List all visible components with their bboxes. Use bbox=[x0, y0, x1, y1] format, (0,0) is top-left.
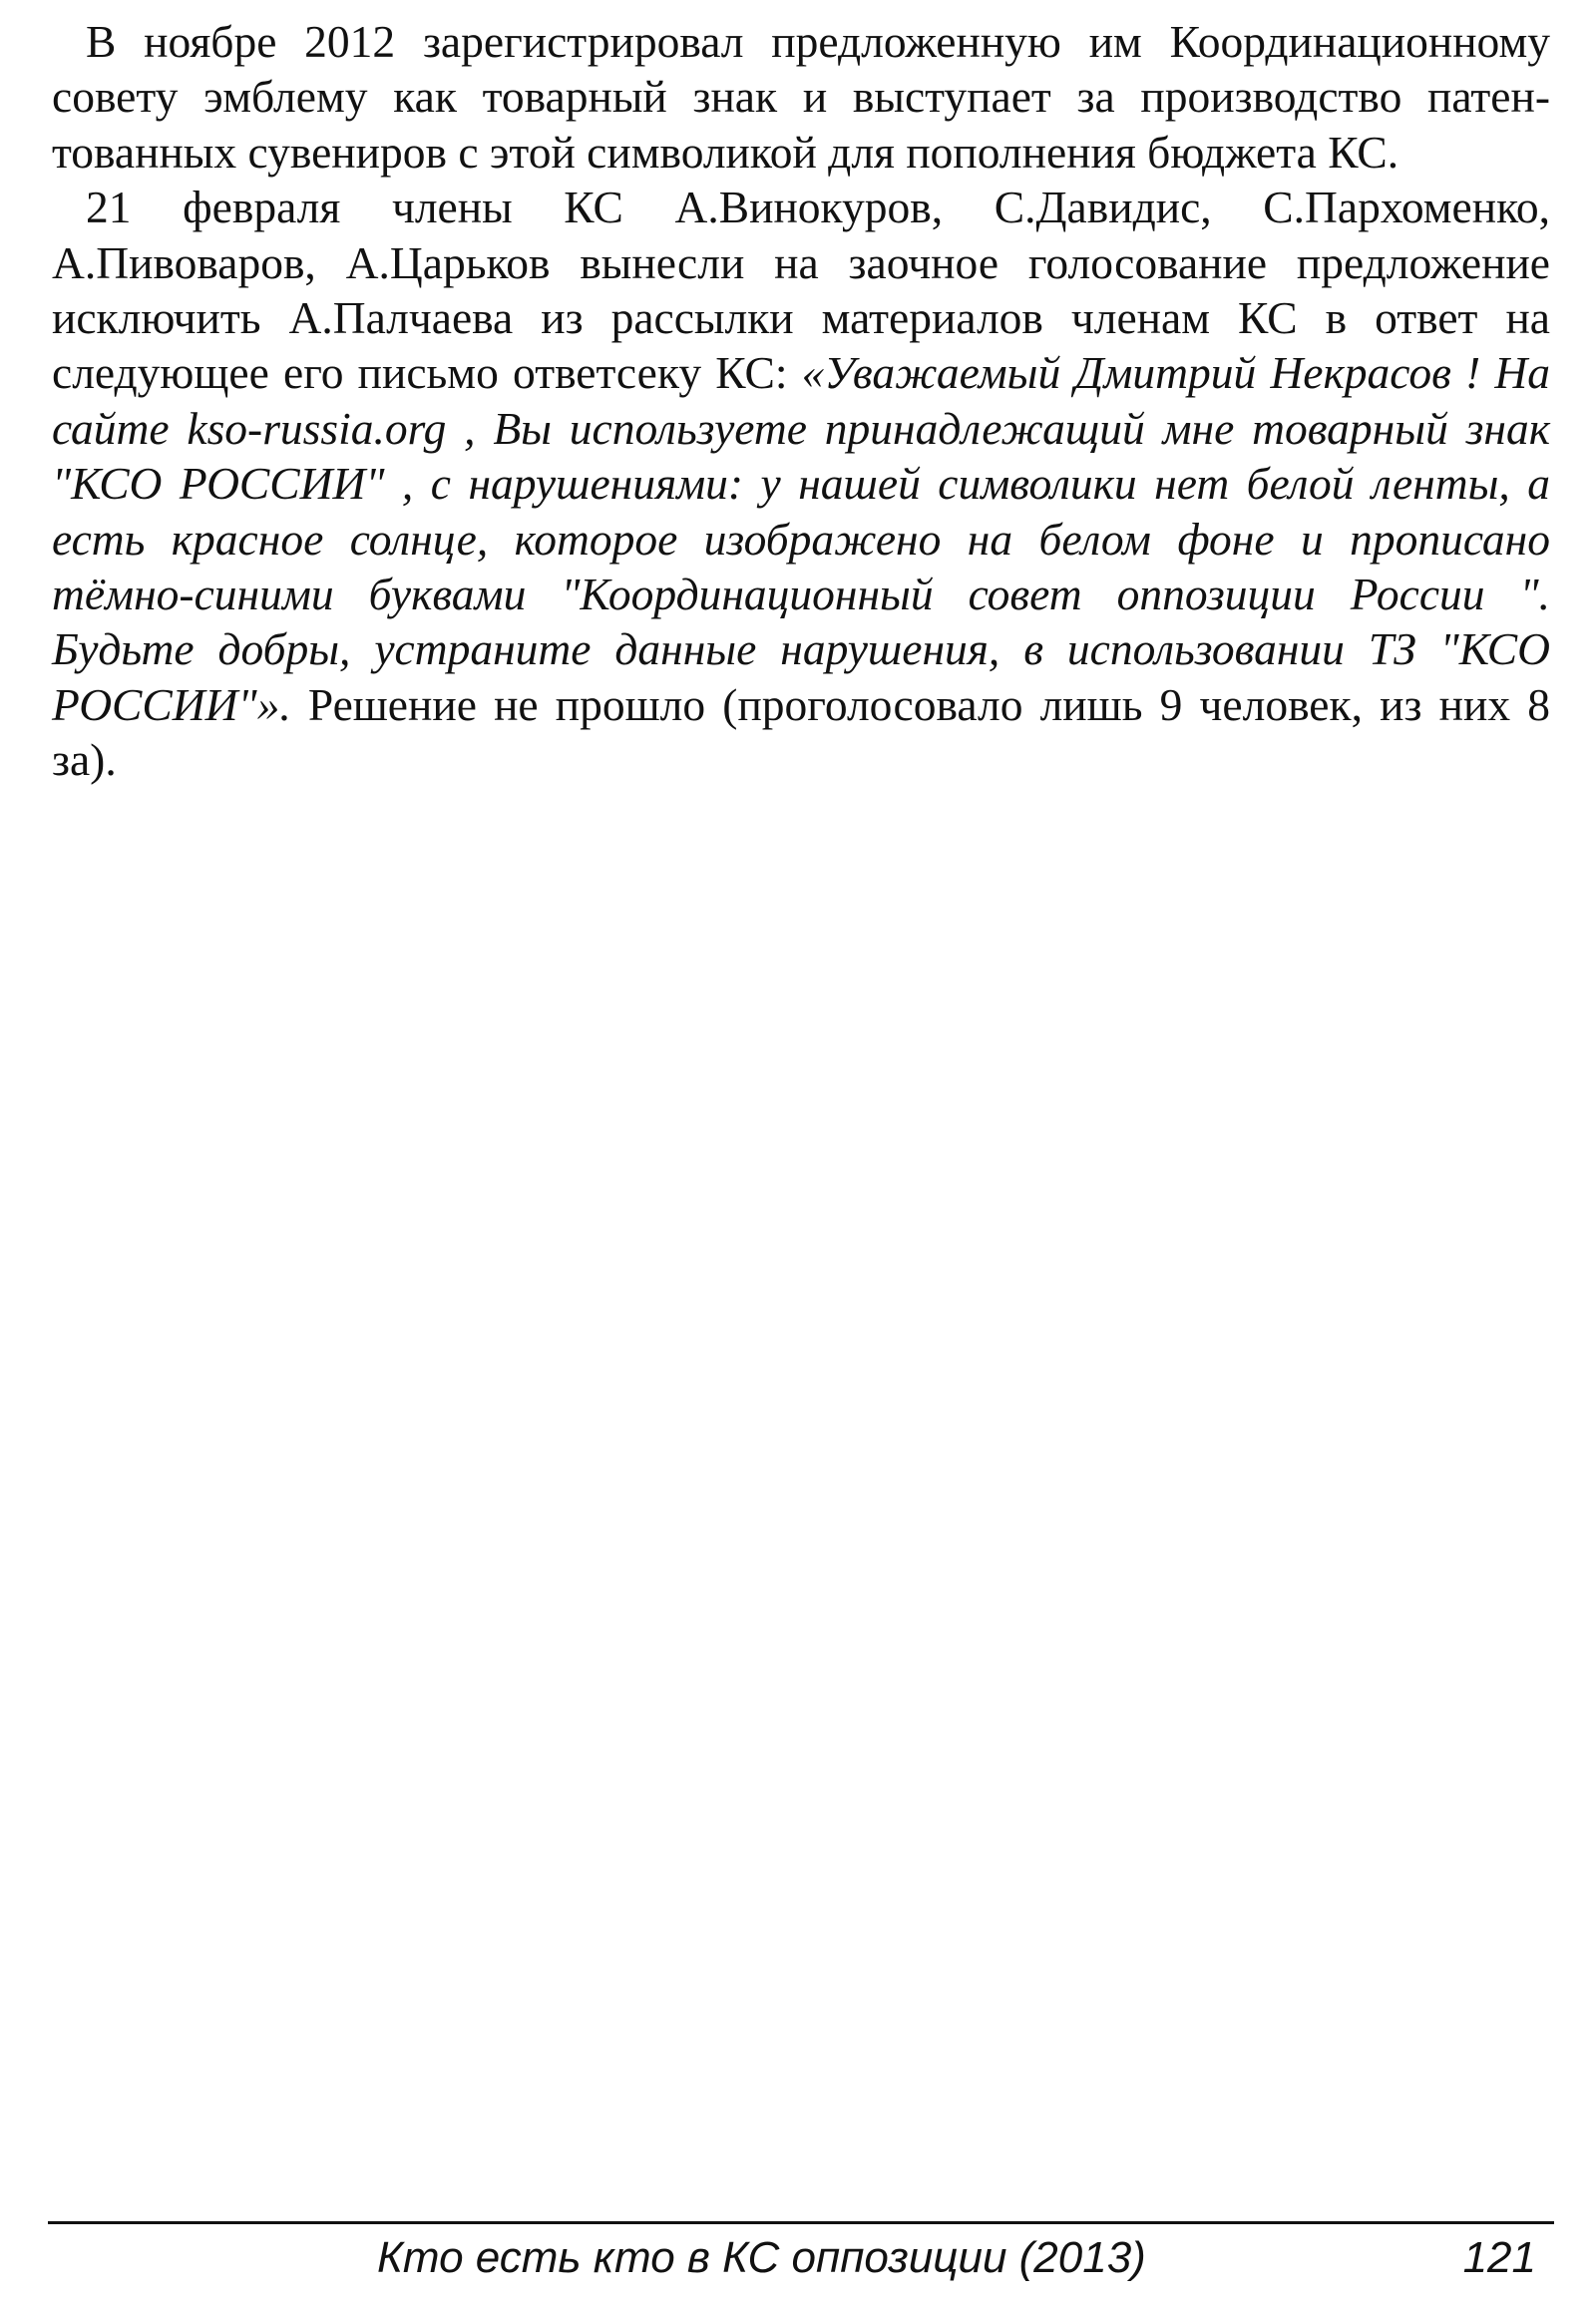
footer-divider bbox=[48, 2221, 1554, 2224]
footer-title: Кто есть кто в КС оппозиции (2013) bbox=[377, 2233, 1146, 2282]
paragraph-vote-outro: Решение не прошло (проголосовало лишь 9 человек, из них 8 за). bbox=[52, 678, 1550, 786]
page-footer bbox=[48, 2228, 1554, 2288]
paragraph-vote bbox=[52, 180, 1550, 787]
paragraph-emblem bbox=[52, 14, 1550, 180]
page-number: 121 bbox=[1462, 2233, 1536, 2282]
paragraph-emblem-text: В ноябре 2012 зарегистрировал предложенную им Координационному совету эмблему как товарный знак и выступает за производство патентованных сувениров с этой символикой для пополнения бюджета КС. bbox=[52, 16, 1550, 178]
letter-quote: «Уважаемый Дмитрий Некрасов ! На сайте kso-russia.org , Вы используете принадлежащий мне товарный знак "КСО РОССИИ" , с нарушениями: у нашей символики нет белой ленты, а есть красное солнце, которое изображено на белом фоне и прописано тёмно-синими буквами "Координационный совет оппозиции России ". Будьте добры, устраните данные нарушения, в использовании ТЗ "КСО РОССИИ"». bbox=[52, 347, 1550, 730]
paragraph-vote-intro: 21 февраля члены КС А.Винокуров, С.Давидис, С.Пархоменко, А.Пивоваров, А.Царьков вынесли на заочное голосование предложение исключить А.Палчаева из рассылки материалов членам КС в ответ на следующее его письмо ответсеку КС: bbox=[52, 182, 1550, 399]
page-body bbox=[52, 14, 1550, 788]
